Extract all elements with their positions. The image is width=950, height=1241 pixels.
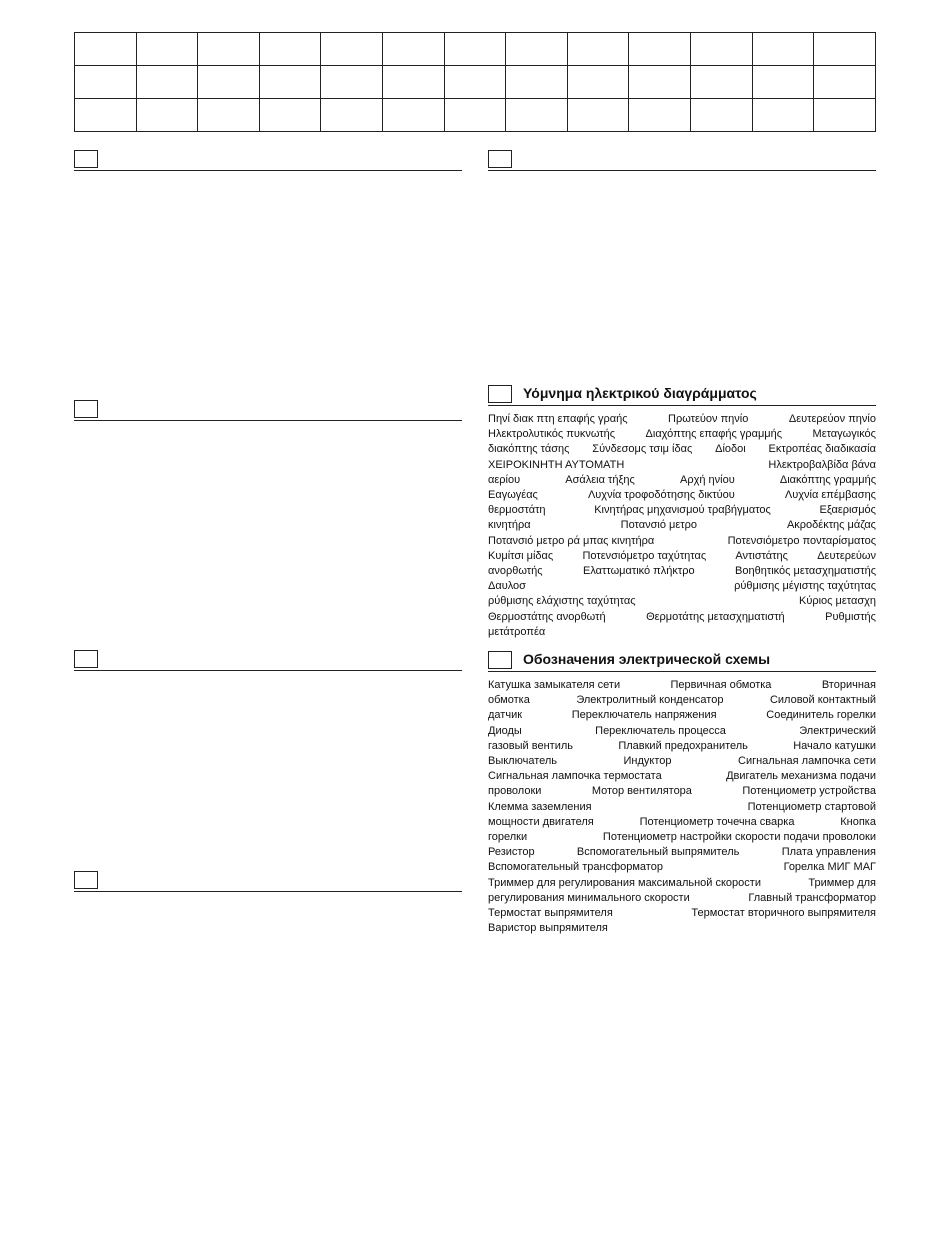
legend-entry: Δίοδοι [715, 443, 746, 456]
legend-line [488, 610, 876, 625]
legend-line [488, 891, 876, 906]
legend-entry: Δευτερεύων [817, 549, 876, 562]
legend-entry: Δευτερεύον πηνίο [788, 413, 876, 425]
legend-line [488, 534, 876, 549]
legend-entry: Διακόπτης γραμμής [779, 473, 876, 486]
legend-line [488, 488, 876, 503]
grid-cell [506, 33, 568, 66]
section-checkbox [74, 150, 98, 167]
legend-entry: Горелка МИГ МАГ [783, 861, 876, 874]
grid-cell [321, 99, 383, 132]
grid-cell [259, 33, 321, 66]
legend-entry: Главный трансформатор [748, 891, 876, 904]
legend-entry: αερίου [488, 473, 521, 486]
grid-cell [691, 99, 753, 132]
legend-line [488, 503, 876, 518]
legend-entry: Термостат вторичного выпрямителя [691, 907, 876, 920]
legend-entry: Электрический [799, 724, 876, 737]
legend-entry: Резистор [488, 846, 535, 859]
legend-entry: Начало катушки [793, 739, 876, 752]
section-checkbox [488, 651, 512, 668]
legend-entry: Πρωτεύον πηνίο [668, 413, 749, 425]
legend-entry: Плавкий предохранитель [618, 739, 748, 752]
legend-entry: Ποτανσιό μετρο ρά μπας κινητήρα [488, 534, 655, 547]
legend-line [488, 412, 876, 427]
grid-cell [752, 99, 814, 132]
grid-cell [629, 66, 691, 99]
legend-line [488, 458, 876, 473]
grid-row [75, 66, 876, 99]
legend-line [488, 678, 876, 693]
legend-line [488, 906, 876, 921]
legend-entry: Διαχόπτης επαφής γραμμής [645, 428, 783, 441]
legend-entry: Σύνδεσομς τσιμ ίδας [592, 443, 693, 456]
grid-cell [383, 66, 445, 99]
legend-entry: διακόπτης τάσης [488, 443, 570, 456]
legend-entry: Βοηθητικός μετασχηματιστής [735, 565, 876, 578]
legend-entry: Первичная обмотка [670, 679, 772, 691]
grid-cell [752, 33, 814, 66]
legend-line [488, 815, 876, 830]
legend-entry: Сигнальная лампочка термостата [488, 770, 662, 783]
legend-line [488, 564, 876, 579]
legend-entry: Переключатель процесса [595, 724, 726, 737]
legend-line [488, 594, 876, 609]
grid-cell [814, 66, 876, 99]
legend-entry: Катушка замыкателя сети [488, 679, 621, 691]
grid-cell [444, 99, 506, 132]
grid-cell [629, 99, 691, 132]
legend-entry: ΧΕΙΡΟΚΙΝΗΤΗ ΑΥΤΟΜΑΤΗ [488, 458, 625, 471]
legend-entry: Ακροδέκτης μάζας [786, 519, 876, 532]
grid-cell [506, 99, 568, 132]
legend-entry: Αντιστάτης [735, 549, 788, 562]
legend-entry: Триммер для регулирования максимальной скорости [488, 876, 761, 889]
legend-entry: Ρυθμιστής [825, 610, 876, 623]
legend-line [488, 800, 876, 815]
legend-entry: Вспомогательный выпрямитель [576, 846, 740, 859]
legend-entry: Потенциометр устройства [742, 785, 876, 798]
legend-line [488, 549, 876, 564]
legend-entry: Двигатель механизма подачи [726, 770, 876, 783]
legend-entry: Ποτενσιόμετρο ταχύτητας [582, 549, 707, 562]
grid-cell [506, 66, 568, 99]
section-right-1 [488, 148, 876, 171]
section-left-4 [74, 869, 462, 892]
legend-entry: обмотка [488, 694, 530, 707]
grid-cell [814, 99, 876, 132]
legend-entry: Клемма заземления [488, 800, 592, 813]
section-left-3 [74, 648, 462, 671]
legend-entry: датчик [488, 709, 523, 722]
grid-cell [691, 33, 753, 66]
grid-cell [629, 33, 691, 66]
legend-entry: Силовой контактный [769, 694, 876, 707]
legend-entry: Кнопка [840, 815, 876, 828]
legend-entry: Ποτανσιό μετρο [620, 519, 697, 532]
grid-cell [383, 33, 445, 66]
legend-line [488, 708, 876, 723]
legend-entry: Λυχνία τροφοδότησης δικτύου [587, 489, 735, 502]
legend-line [488, 579, 876, 594]
legend-line [488, 739, 876, 754]
legend-entry: Потенциометр точечна сварка [639, 815, 795, 828]
legend-greek-title: Υόμνημα ηλεκτρικού διαγράμματος [523, 385, 757, 401]
legend-entry: Диоды [488, 724, 522, 737]
legend-entry: Переключатель напряжения [571, 709, 717, 722]
legend-entry: Κύριος μετασχη [799, 595, 876, 608]
legend-entry: Мотор вентилятора [591, 785, 692, 798]
grid-cell [691, 66, 753, 99]
legend-entry: Вспомогательный трансформатор [488, 861, 663, 874]
legend-entry: Электролитный конденсатор [576, 694, 724, 707]
legend-entry: Потенциометр настройки скорости подачи проволоки [602, 831, 876, 844]
legend-entry: ρύθμισης μέγιστης ταχύτητας [734, 580, 876, 593]
grid-cell [321, 66, 383, 99]
grid-cell [567, 99, 629, 132]
grid-cell [321, 33, 383, 66]
legend-line [488, 769, 876, 784]
legend-entry: Вторичная [821, 679, 876, 691]
section-checkbox [488, 385, 512, 402]
legend-entry: Ηλεκτροβαλβίδα βάνα [768, 458, 876, 471]
legend-entry: Εξαερισμός [819, 504, 876, 517]
grid-cell [75, 99, 137, 132]
legend-line [488, 754, 876, 769]
grid-cell [198, 66, 260, 99]
header-grid-table [74, 32, 876, 132]
legend-entry: Потенциометр стартовой [747, 800, 876, 813]
legend-line [488, 473, 876, 488]
legend-entry: Εαγωγέας [488, 489, 538, 502]
legend-russian-title: Обозначения электрической схемы [523, 651, 771, 667]
legend-entry: Варистор выпрямителя [488, 922, 608, 935]
legend-entry: Ελαττωματικό πλήκτρο [583, 565, 695, 578]
grid-cell [444, 66, 506, 99]
legend-line [488, 625, 876, 640]
grid-cell [75, 33, 137, 66]
legend-entry: Индуктор [623, 755, 672, 768]
legend-entry: горелки [488, 831, 528, 844]
legend-line [488, 693, 876, 708]
grid-cell [136, 66, 198, 99]
legend-entry: Триммер для [808, 876, 876, 889]
legend-greek-body [488, 412, 876, 640]
legend-entry: Соединитель горелки [766, 709, 876, 722]
legend-entry: Μεταγωγικός [812, 428, 876, 441]
legend-line [488, 724, 876, 739]
grid-cell [444, 33, 506, 66]
grid-cell [259, 99, 321, 132]
grid-cell [136, 33, 198, 66]
legend-entry: мощности двигателя [488, 815, 594, 828]
grid-cell [259, 66, 321, 99]
section-checkbox [74, 400, 98, 417]
legend-entry: Плата управления [781, 846, 876, 859]
grid-row [75, 33, 876, 66]
legend-line [488, 860, 876, 875]
grid-cell [752, 66, 814, 99]
legend-entry: регулирования минимального скорости [488, 891, 690, 904]
legend-entry: Ηλεκτρολυτικός πυκνωτής [488, 428, 616, 441]
legend-russian [488, 649, 876, 936]
legend-entry: Κυμίτσι μίδας [488, 549, 554, 562]
legend-entry: Εκτροπέας διαδικασία [768, 443, 876, 456]
grid-cell [567, 33, 629, 66]
section-checkbox [74, 650, 98, 667]
section-checkbox [488, 150, 512, 167]
section-left-1 [74, 148, 462, 171]
legend-entry: μετάτροπέα [488, 625, 546, 638]
grid-cell [75, 66, 137, 99]
grid-row [75, 99, 876, 132]
grid-cell [814, 33, 876, 66]
legend-line [488, 427, 876, 442]
legend-entry: Θερμοτάτης μετασχηματιστή [646, 610, 785, 623]
legend-entry: Ασάλεια τήξης [565, 473, 635, 486]
legend-entry: Ποτενσιόμετρο πονταρίσματος [727, 534, 876, 547]
legend-entry: Δαυλοσ [488, 580, 526, 593]
legend-entry: Αρχή ηνίου [679, 473, 735, 486]
legend-entry: θερμοστάτη [488, 504, 546, 517]
legend-entry: Термостат выпрямителя [488, 907, 613, 920]
legend-entry: Выключатель [488, 755, 558, 768]
legend-entry: Θερμοστάτης ανορθωτή [488, 610, 606, 623]
section-checkbox [74, 871, 98, 888]
legend-greek [488, 383, 876, 640]
legend-line [488, 921, 876, 936]
legend-entry: Сигнальная лампочка сети [738, 755, 876, 768]
legend-line [488, 876, 876, 891]
grid-cell [198, 33, 260, 66]
legend-line [488, 845, 876, 860]
legend-line [488, 784, 876, 799]
section-left-2 [74, 398, 462, 421]
grid-cell [136, 99, 198, 132]
legend-entry: Κινητήρας μηχανισμού τραβήγματος [594, 504, 771, 517]
grid-cell [198, 99, 260, 132]
legend-entry: проволоки [488, 785, 542, 798]
legend-entry: ρύθμισης ελάχιστης ταχύτητας [488, 595, 636, 608]
legend-line [488, 442, 876, 457]
grid-cell [383, 99, 445, 132]
legend-line [488, 518, 876, 533]
legend-line [488, 830, 876, 845]
grid-cell [567, 66, 629, 99]
legend-entry: Λυχνία επέμβασης [784, 489, 876, 502]
legend-russian-body [488, 678, 876, 936]
legend-entry: κινητήρα [488, 519, 531, 532]
legend-entry: Πηνί διακ πτη επαφής γραής [488, 413, 628, 425]
legend-entry: газовый вентиль [488, 739, 573, 752]
legend-entry: ανορθωτής [488, 565, 543, 578]
